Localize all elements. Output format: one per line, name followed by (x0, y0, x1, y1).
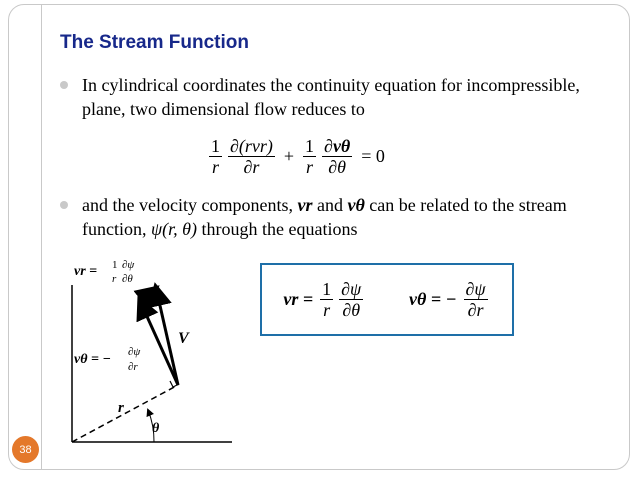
eq-plus: + (283, 146, 295, 166)
vtheta-symbol: vθ (347, 195, 365, 215)
eq-denominator: r (323, 300, 331, 320)
fig-theta-label: θ (152, 421, 160, 436)
eq-numerator: ∂vθ (324, 136, 351, 156)
eq-fraction (322, 136, 352, 177)
bullet-text-part: and (316, 195, 343, 215)
fig-r-label: r (118, 400, 124, 416)
fig-vr-frac1-num: 1 (112, 259, 118, 271)
eq-fraction (339, 279, 363, 320)
bullet-text-part: and the velocity components, (82, 195, 293, 215)
eq-fraction (320, 279, 333, 320)
velocity-equations-box (260, 263, 514, 336)
slide-number-badge: 38 (12, 436, 39, 463)
vtheta-lhs: vθ = − (409, 289, 457, 309)
vr-equation (283, 279, 366, 320)
eq-numerator: ∂(rvr) (230, 136, 273, 156)
fig-V-label: V (178, 330, 189, 347)
radius-line (72, 385, 178, 442)
fig-vt-label: vθ = − (74, 352, 111, 367)
slide-left-rule (41, 4, 42, 470)
eq-fraction (303, 136, 316, 177)
eq-denominator: r (306, 157, 314, 177)
velocity-diagram (60, 255, 240, 450)
eq-fraction (228, 136, 275, 177)
bullet-marker (60, 81, 68, 89)
fig-vr-frac2-num: ∂ψ (122, 259, 135, 271)
fig-vr-label: vr = (74, 264, 98, 279)
eq-numerator: 1 (211, 136, 220, 156)
eq-numerator: 1 (322, 279, 332, 299)
eq-denominator: ∂θ (328, 157, 347, 177)
eq-numerator: ∂ψ (341, 279, 362, 299)
bullet-continuity (60, 73, 600, 121)
bullet-text (82, 193, 600, 241)
vr-vector (140, 289, 155, 301)
fig-vt-frac-num: ∂ψ (128, 346, 141, 358)
vr-lhs: vr = (283, 289, 314, 309)
velocity-vector (156, 288, 178, 385)
vr-symbol: vr (297, 195, 313, 215)
eq-denominator: ∂r (243, 157, 260, 177)
eq-denominator: ∂r (467, 300, 484, 320)
eq-fraction (464, 279, 488, 320)
eq-numerator: 1 (305, 136, 315, 156)
fig-vt-frac-den: ∂r (128, 361, 138, 373)
fig-vr-frac1-den: r (112, 273, 117, 285)
bullet-text-part: through the equations (201, 219, 358, 239)
eq-fraction (209, 136, 222, 177)
continuity-equation (206, 136, 391, 177)
bullet-text: In cylindrical coordinates the continuity equation for incompressible, plane, two dimensional flow reduces to (82, 75, 580, 119)
vtheta-equation (409, 279, 491, 320)
bullet-velocity (60, 193, 600, 241)
bullet-marker (60, 201, 68, 209)
eq-denominator: ∂θ (342, 300, 361, 320)
eq-rhs: = 0 (361, 146, 385, 166)
eq-denominator: r (211, 157, 219, 177)
fig-vr-frac2-den: ∂θ (122, 273, 133, 285)
eq-numerator: ∂ψ (465, 279, 486, 299)
psi-symbol: ψ(r, θ) (151, 219, 198, 239)
slide-title: The Stream Function (60, 32, 249, 53)
vtheta-vector (140, 301, 178, 385)
bullet-text-part: can be related to the stream function, (82, 195, 567, 239)
